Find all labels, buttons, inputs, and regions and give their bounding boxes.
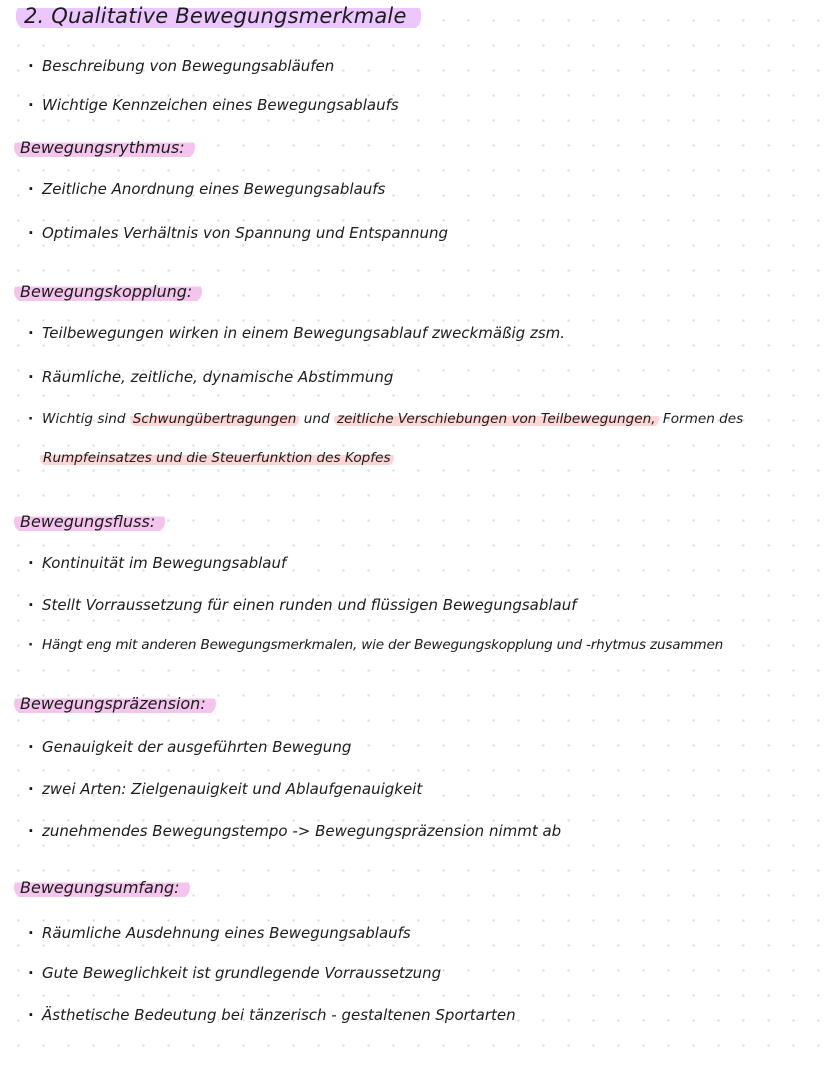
- list-item: · Stellt Vorraussetzung für einen runden und flüssigen Bewegungsablauf: [28, 596, 577, 614]
- bullet-dot-icon: ·: [28, 411, 34, 427]
- list-item-continuation: [40, 450, 394, 466]
- list-item: · Ästhetische Bedeutung bei tänzerisch - gestaltenen Sportarten: [28, 1006, 516, 1024]
- bullet-dot-icon: ·: [28, 96, 34, 114]
- bullet-dot-icon: ·: [28, 596, 34, 614]
- list-item: · Genauigkeit der ausgeführten Bewegung: [28, 738, 352, 756]
- section-heading-umfang: Bewegungsumfang:: [14, 878, 190, 897]
- bullet-dot-icon: ·: [28, 1006, 34, 1024]
- bullet-dot-icon: ·: [28, 637, 33, 653]
- list-item: · Optimales Verhältnis von Spannung und Entspannung: [28, 224, 449, 242]
- list-item: · zunehmendes Bewegungstempo -> Bewegungspräzension nimmt ab: [28, 822, 562, 840]
- bullet-dot-icon: ·: [28, 224, 34, 242]
- bullet-dot-icon: ·: [28, 822, 34, 840]
- list-item: · Kontinuität im Bewegungsablauf: [28, 554, 287, 572]
- list-item: · Räumliche Ausdehnung eines Bewegungsablaufs: [28, 924, 411, 942]
- bullet-dot-icon: ·: [28, 964, 34, 982]
- bullet-dot-icon: ·: [28, 554, 34, 572]
- list-item: · Hängt eng mit anderen Bewegungsmerkmalen, wie der Bewegungskopplung und -rhytmus zusammen: [28, 634, 723, 656]
- page-title: [16, 4, 421, 28]
- bullet-dot-icon: ·: [28, 180, 34, 198]
- highlight-mark: zeitliche Verschiebungen von Teilbewegungen,: [334, 411, 659, 427]
- bullet-dot-icon: ·: [28, 780, 34, 798]
- intro-bullet: · Wichtige Kennzeichen eines Bewegungsablaufs: [28, 96, 399, 114]
- highlight-mark: Schwungübertragungen: [130, 411, 300, 427]
- list-item: · Teilbewegungen wirken in einem Bewegungsablauf zweckmäßig zsm.: [28, 324, 566, 342]
- intro-bullet: · Beschreibung von Bewegungsabläufen: [28, 57, 335, 75]
- bullet-dot-icon: ·: [28, 924, 34, 942]
- highlight-mark: Rumpfeinsatzes und die Steuerfunktion des Kopfes: [40, 450, 394, 466]
- section-heading-rhythmus: Bewegungsrythmus:: [14, 138, 195, 157]
- section-heading-fluss: Bewegungsfluss:: [14, 512, 165, 531]
- list-item: · Gute Beweglichkeit ist grundlegende Vorraussetzung: [28, 964, 442, 982]
- list-item: · zwei Arten: Zielgenauigkeit und Ablaufgenauigkeit: [28, 780, 423, 798]
- section-heading-kopplung: Bewegungskopplung:: [14, 282, 202, 301]
- list-item: · Zeitliche Anordnung eines Bewegungsablaufs: [28, 180, 386, 198]
- section-heading-praezension: Bewegungspräzension:: [14, 694, 216, 713]
- bullet-dot-icon: ·: [28, 324, 34, 342]
- bullet-dot-icon: ·: [28, 368, 34, 386]
- bullet-dot-icon: ·: [28, 57, 34, 75]
- list-item: · Wichtig sind Schwungübertragungen und zeitliche Verschiebungen von Teilbewegungen, Formen des: [28, 408, 743, 430]
- bullet-dot-icon: ·: [28, 738, 34, 756]
- list-item: · Räumliche, zeitliche, dynamische Abstimmung: [28, 368, 394, 386]
- title-highlight: 2. Qualitative Bewegungsmerkmale: [16, 2, 421, 30]
